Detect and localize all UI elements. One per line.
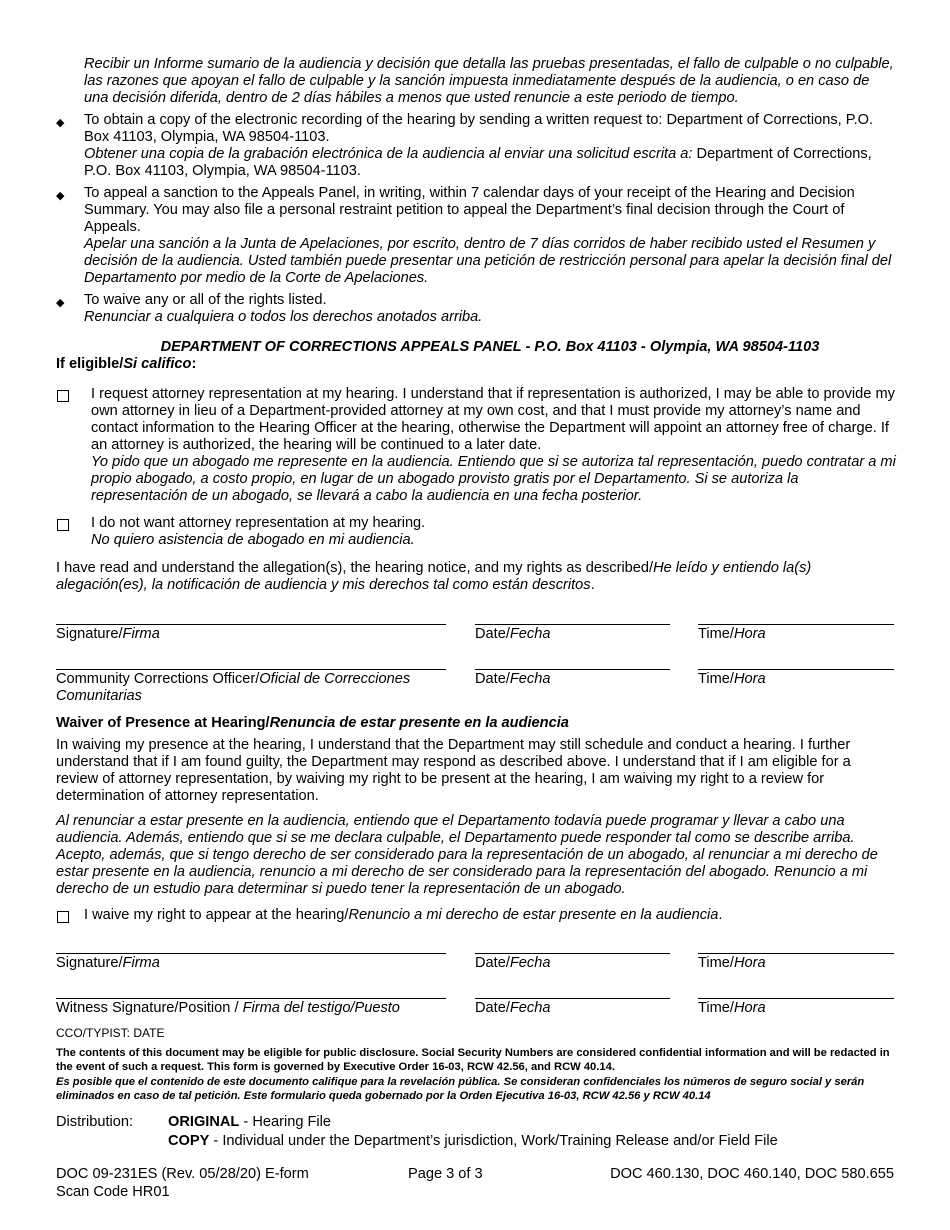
attorney-request-es: Yo pido que un abogado me represente en la audiencia. Entiendo que si se autoriza tal representación, puedo contratar a mi propio abogado, a costo propio, en lugar de un abogado provisto gratis por el Departamento. Si se autoriza la representación de un abogado, se llevará a cabo la audiencia en una fecha posterior. <box>91 454 896 504</box>
waive-right <box>84 292 896 326</box>
summary-right-es: Recibir un Informe sumario de la audiencia y decisión que detalla las pruebas presentadas, el fallo de culpable o no culpable, las razones que apoyan el fallo de culpable y la sanción impuesta inmediatamente después de la audiencia, o en caso de una decisión diferida, dentro de 2 días hábiles a menos que usted renuncie a este periodo de tiempo. <box>84 56 894 106</box>
bullet-icon: ◆ <box>56 117 65 129</box>
date-label <box>475 626 550 643</box>
attorney-decline-es: No quiero asistencia de abogado en mi audiencia. <box>91 532 415 548</box>
officer-signature-line[interactable] <box>56 669 446 670</box>
attorney-request-text <box>91 386 897 505</box>
appeals-panel-address: DEPARTMENT OF CORRECTIONS APPEALS PANEL - P.O. Box 41103 - Olympia, WA 98504-1103 <box>160 339 820 355</box>
officer-time-label-en: Time/ <box>698 671 734 687</box>
witness-label-es: Firma del testigo/Puesto <box>242 1000 400 1016</box>
time-label <box>698 626 766 643</box>
disclosure-notice-es: Es posible que el contenido de este documento califique para la revelación pública. Se consideran confidenciales los números de seguro social y serán eliminados en caso de tal petición. Este formulario queda gobernado por la Orden Ejecutiva 16-03, RCW 42.56 y RCW 40.14 <box>56 1076 865 1102</box>
bullet-icon: ◆ <box>56 190 65 202</box>
time-label-es: Hora <box>733 626 766 642</box>
recording-right <box>84 112 896 180</box>
waiver-signature-line[interactable] <box>56 953 446 954</box>
waiver-date-label-es: Fecha <box>509 955 551 971</box>
officer-date-label-es: Fecha <box>509 671 551 687</box>
waiver-date-label-en: Date/ <box>475 955 510 971</box>
acknowledgement-end: . <box>590 577 595 593</box>
signature-line[interactable] <box>56 624 446 625</box>
distribution-original <box>168 1114 331 1131</box>
policy-references: DOC 460.130, DOC 460.140, DOC 580.655 <box>610 1166 894 1182</box>
distribution-copy <box>168 1133 778 1150</box>
officer-time-label <box>698 671 766 688</box>
attorney-decline-en: I do not want attorney representation at my hearing. <box>91 515 426 531</box>
scan-code: Scan Code HR01 <box>56 1184 170 1200</box>
officer-label <box>56 671 446 705</box>
officer-date-line[interactable] <box>475 669 670 670</box>
waiver-time-label-en: Time/ <box>698 955 734 971</box>
attorney-decline-checkbox[interactable] <box>57 519 69 531</box>
waiver-body-en: In waiving my presence at the hearing, I understand that the Department may still schedule and conduct a hearing. I further understand that if I am found guilty, the Department may respond as described above. I understand that if I am eligible for a review of attorney representation, by waiving my right to be present at the hearing, I am waiving my right to a review for determination of attorney representation. <box>56 737 851 804</box>
appeal-right-en: To appeal a sanction to the Appeals Panel, in writing, within 7 calendar days of your receipt of the Hearing and Decision Summary. You may also file a personal restraint petition to appeal the Department’s final decision through the Court of Appeals. <box>84 185 855 235</box>
waiver-checkbox-text <box>84 907 896 924</box>
waiver-signature-label <box>56 955 160 972</box>
waiver-date-label <box>475 955 550 972</box>
attorney-request-en: I request attorney representation at my hearing. I understand that if representation is authorized, I may be able to provide my own attorney in lieu of a Department-provided attorney at my own cost, and that I must provide my attorney’s name and contact information to the Hearing Officer at the hearing, otherwise the Department will appoint an attorney free of charge. If an attorney is authorized, the hearing will be continued to a later date. <box>91 386 895 453</box>
distribution-copy-destination: - Individual under the Department’s jurisdiction, Work/Training Release and/or Field File <box>209 1133 778 1149</box>
disclosure-notice-en: The contents of this document may be eligible for public disclosure. Social Security Numbers are considered confidential information and will be redacted in the event of such a request. This form is governed by Executive Order 16-03, RCW 42.56, and RCW 40.14. <box>56 1047 890 1073</box>
signature-label-es: Firma <box>122 626 160 642</box>
time-label-en: Time/ <box>698 626 734 642</box>
officer-date-label <box>475 671 550 688</box>
acknowledgement-es: He leído y entiendo la(s) alegación(es), la notificación de audiencia y mis derechos tal como están descritos <box>56 560 812 593</box>
eligibility-heading-en: If eligible/ <box>56 356 124 372</box>
waiver-heading <box>56 715 569 732</box>
waiver-signature-label-en: Signature/ <box>56 955 123 971</box>
waiver-heading-es: Renuncia de estar presente en la audiencia <box>269 715 569 731</box>
waiver-checkbox-es: Renuncio a mi derecho de estar presente en la audiencia <box>348 907 719 923</box>
recording-right-es <box>84 146 896 180</box>
distribution-original-label: ORIGINAL <box>168 1114 240 1130</box>
waiver-checkbox-end: . <box>718 907 723 923</box>
appeal-right-es: Apelar una sanción a la Junta de Apelaciones, por escrito, dentro de 7 días corridos de haber recibido usted el Resumen y decisión de la audiencia. Usted también puede presentar una petición de restricción personal para apelar la decisión final del Departamento por medio de la Corte de Apelaciones. <box>84 236 892 286</box>
waiver-time-label-es: Hora <box>733 955 766 971</box>
acknowledgement-en: I have read and understand the allegation(s), the hearing notice, and my rights as described/ <box>56 560 654 576</box>
officer-date-label-en: Date/ <box>475 671 510 687</box>
date-label-en: Date/ <box>475 626 510 642</box>
witness-time-label-es: Hora <box>733 1000 766 1016</box>
waive-right-es: Renunciar a cualquiera o todos los derechos anotados arriba. <box>84 309 483 325</box>
witness-time-label <box>698 1000 766 1017</box>
witness-label <box>56 1000 400 1017</box>
witness-time-line[interactable] <box>698 998 894 999</box>
acknowledgement-text <box>56 560 896 594</box>
form-id: DOC 09-231ES (Rev. 05/28/20) E-form <box>56 1166 309 1182</box>
attorney-decline-text <box>91 515 897 549</box>
waiver-checkbox-en: I waive my right to appear at the hearing/ <box>84 907 349 923</box>
officer-label-es: Oficial de Correcciones Comunitarias <box>56 671 411 704</box>
date-line[interactable] <box>475 624 670 625</box>
witness-date-line[interactable] <box>475 998 670 999</box>
waiver-body-es: Al renunciar a estar presente en la audiencia, entiendo que el Departamento todavía puede programar y llevar a cabo una audiencia. Además, entiendo que si se me declara culpable, el Departamento puede responder tal como se describe arriba. Acepto, además, que si tengo derecho de ser considerado para la representación de un abogado, al renunciar a mi derecho de estar presente en la audiencia, renuncio a mi derecho de ser considerado para la representación del abogado. Renuncio a mi derecho de un estudio para determinar si puedo tener la representación de un abogado. <box>56 813 878 897</box>
cco-typist-date: CCO/TYPIST: DATE <box>56 1026 165 1040</box>
waiver-time-line[interactable] <box>698 953 894 954</box>
attorney-request-checkbox[interactable] <box>57 390 69 402</box>
signature-label <box>56 626 160 643</box>
distribution-original-destination: - Hearing File <box>239 1114 332 1130</box>
page-number: Page 3 of 3 <box>408 1166 483 1182</box>
appeal-right <box>84 185 896 287</box>
eligibility-heading-colon: : <box>191 356 197 372</box>
eligibility-heading <box>56 356 196 373</box>
witness-time-label-en: Time/ <box>698 1000 734 1016</box>
eligibility-heading-es: Si califico <box>123 356 192 372</box>
witness-label-en: Witness Signature/Position / <box>56 1000 243 1016</box>
officer-time-label-es: Hora <box>733 671 766 687</box>
waiver-checkbox[interactable] <box>57 911 69 923</box>
time-line[interactable] <box>698 624 894 625</box>
waiver-date-line[interactable] <box>475 953 670 954</box>
recording-right-en: To obtain a copy of the electronic recording of the hearing by sending a written request to: Department of Corrections, P.O. Box 41103, Olympia, WA 98504-1103. <box>84 112 874 145</box>
witness-date-label-en: Date/ <box>475 1000 510 1016</box>
waive-right-en: To waive any or all of the rights listed. <box>84 292 327 308</box>
witness-date-label-es: Fecha <box>509 1000 551 1016</box>
recording-right-es-address: Department of Corrections, P.O. Box 41103, Olympia, WA 98504-1103. <box>84 146 872 179</box>
witness-signature-line[interactable] <box>56 998 446 999</box>
officer-label-en: Community Corrections Officer/ <box>56 671 260 687</box>
signature-label-en: Signature/ <box>56 626 123 642</box>
bullet-icon: ◆ <box>56 297 65 309</box>
officer-time-line[interactable] <box>698 669 894 670</box>
witness-date-label <box>475 1000 550 1017</box>
date-label-es: Fecha <box>509 626 551 642</box>
distribution-copy-label: COPY <box>168 1133 210 1149</box>
waiver-time-label <box>698 955 766 972</box>
recording-right-es-italic: Obtener una copia de la grabación electrónica de la audiencia al enviar una solicitud escrita a: <box>84 146 693 162</box>
waiver-heading-en: Waiver of Presence at Hearing/ <box>56 715 270 731</box>
waiver-signature-label-es: Firma <box>122 955 160 971</box>
distribution-label: Distribution: <box>56 1114 134 1130</box>
